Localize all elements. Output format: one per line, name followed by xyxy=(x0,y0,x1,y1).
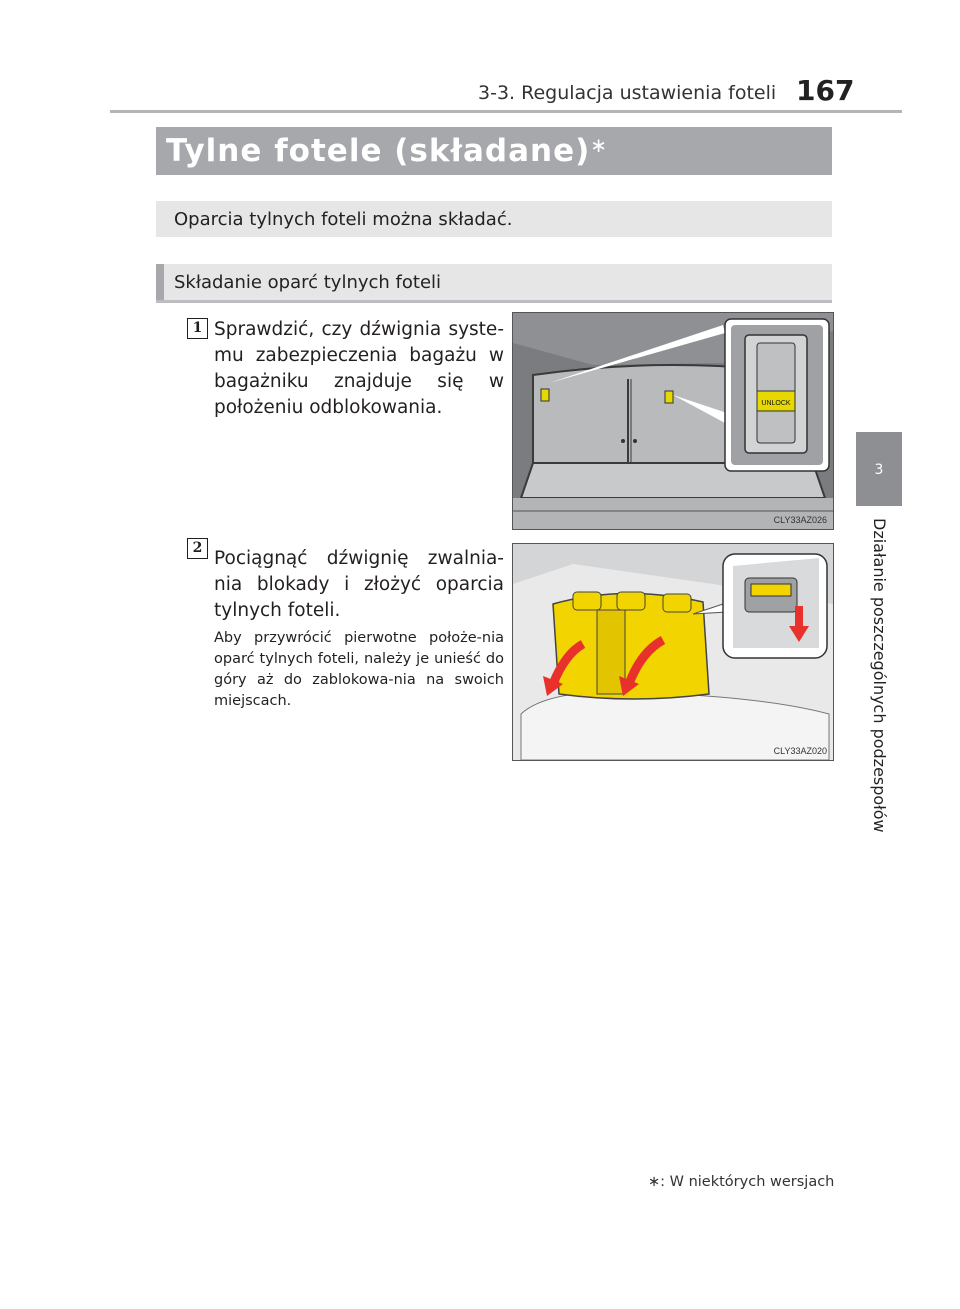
step-1-number: 1 xyxy=(187,318,208,339)
intro-text: Oparcia tylnych foteli można składać. xyxy=(174,209,513,230)
subheading-box xyxy=(156,264,832,303)
trunk-lock-svg xyxy=(513,313,833,529)
intro-box xyxy=(156,201,832,237)
trunk-illustration xyxy=(512,312,834,530)
footnote: ∗: W niektórych wersjach xyxy=(648,1174,835,1190)
step-2-text: Pociągnąć dźwignię zwalnia-nia blokady i złożyć oparcia tylnych foteli. xyxy=(214,548,504,621)
header-rule xyxy=(110,110,902,113)
step-2-number: 2 xyxy=(187,538,208,559)
chapter-title: Działanie poszczególnych podzespołów xyxy=(870,518,889,833)
subheading-text: Składanie oparć tylnych foteli xyxy=(174,272,442,293)
section-title-bar xyxy=(156,127,832,175)
section-title xyxy=(166,133,608,169)
figure-2-code: CLY33AZ020 xyxy=(773,746,827,756)
figure-1-code: CLY33AZ026 xyxy=(773,515,827,525)
unlock-label: UNLOCK xyxy=(761,400,791,407)
chapter-number: 3 xyxy=(874,462,884,478)
rear-seat-svg xyxy=(513,544,833,760)
step-1-text: Sprawdzić, czy dźwignia syste-mu zabezpieczenia bagażu w bagażniku znajduje się w położeniu odblokowania. xyxy=(214,319,504,418)
chapter-tab xyxy=(856,432,902,506)
asterisk-icon: ∗ xyxy=(590,133,609,157)
section-title-text: Tylne fotele (składane) xyxy=(166,133,591,169)
rear-seat-illustration xyxy=(512,543,834,761)
page-number: 167 xyxy=(796,74,855,107)
step-2-note: Aby przywrócić pierwotne położe-nia oparć tylnych foteli, należy je unieść do góry aż do zablokowa-nia na swoich miejscach. xyxy=(214,630,504,709)
running-header-section: 3-3. Regulacja ustawienia foteli xyxy=(478,82,777,104)
